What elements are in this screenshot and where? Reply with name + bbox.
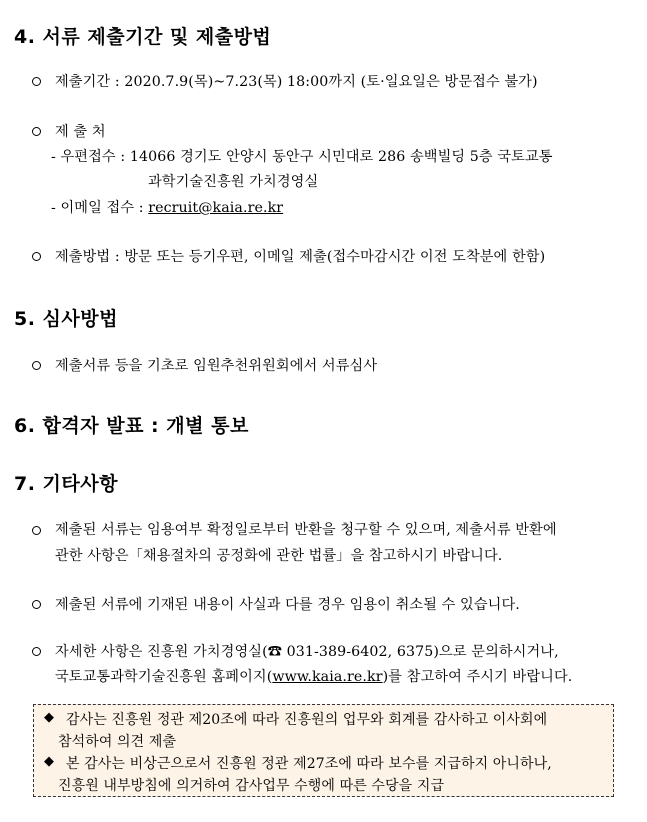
bullet-circle [32, 361, 41, 370]
diamond-bullet-icon: ◆ [44, 754, 54, 769]
submission-place-title: 제 출 처 [55, 124, 106, 140]
homepage-text-a: 국토교통과학기술진흥원 홈페이지( [55, 669, 273, 685]
note-2-line1: 본 감사는 비상근으로서 진흥원 정관 제27조에 따라 보수를 지급하지 아니하나, [66, 756, 552, 772]
postal-submission-cont: 과학기술진흥원 가치경영실 [148, 174, 319, 190]
submission-period: 제출기간 : 2020.7.9(목)~7.23(목) 18:00까지 (토·일요일은 방문접수 불가) [55, 74, 538, 90]
bullet-circle [32, 252, 41, 261]
contact-info-line2 [55, 666, 572, 686]
section-7-heading: 7. 기타사항 [14, 473, 118, 495]
screening-method: 제출서류 등을 기초로 임원추천위원회에서 서류심사 [55, 358, 378, 374]
cancellation-notice: 제출된 서류에 기재된 내용이 사실과 다를 경우 임용이 취소될 수 있습니다. [55, 597, 520, 613]
bullet-circle [32, 647, 41, 656]
bullet-circle [32, 77, 41, 86]
homepage-text-b: )를 참고하여 주시기 바랍니다. [382, 669, 573, 685]
diamond-bullet-icon: ◆ [44, 710, 54, 725]
note-1-line2: 참석하여 의견 제출 [58, 734, 177, 750]
homepage-link[interactable]: www.kaia.re.kr [272, 669, 383, 685]
note-2-line2: 진흥원 내부방침에 의거하여 감사업무 수행에 따른 수당을 지급 [58, 778, 445, 794]
email-label: - 이메일 접수 : [51, 200, 149, 216]
contact-info-line1: 자세한 사항은 진흥원 가치경영실(☎ 031-389-6402, 6375)으로 문의하시거나, [55, 644, 559, 660]
bullet-circle [32, 600, 41, 609]
section-4-heading: 4. 서류 제출기간 및 제출방법 [14, 26, 272, 48]
return-notice-line1: 제출된 서류는 임용여부 확정일로부터 반환을 청구할 수 있으며, 제출서류 반환에 [55, 522, 557, 538]
bullet-circle [32, 127, 41, 136]
bullet-circle [32, 526, 41, 535]
return-notice-line2: 관한 사항은「채용절차의 공정화에 관한 법률」을 참고하시기 바랍니다. [55, 548, 503, 564]
note-1-line1: 감사는 진흥원 정관 제20조에 따라 진흥원의 업무와 회계를 감사하고 이사회에 [66, 712, 548, 728]
postal-submission: - 우편접수 : 14066 경기도 안양시 동안구 시민대로 286 송백빌딩 5층 국토교통 [51, 149, 553, 165]
submission-method: 제출방법 : 방문 또는 등기우편, 이메일 제출(접수마감시간 이전 도착분에 한함) [55, 249, 546, 265]
email-link[interactable]: recruit@kaia.re.kr [148, 200, 284, 216]
email-submission [51, 197, 283, 217]
auditor-note-box [33, 704, 614, 797]
section-5-heading: 5. 심사방법 [14, 308, 118, 330]
section-6-heading: 6. 합격자 발표 : 개별 통보 [14, 415, 249, 437]
